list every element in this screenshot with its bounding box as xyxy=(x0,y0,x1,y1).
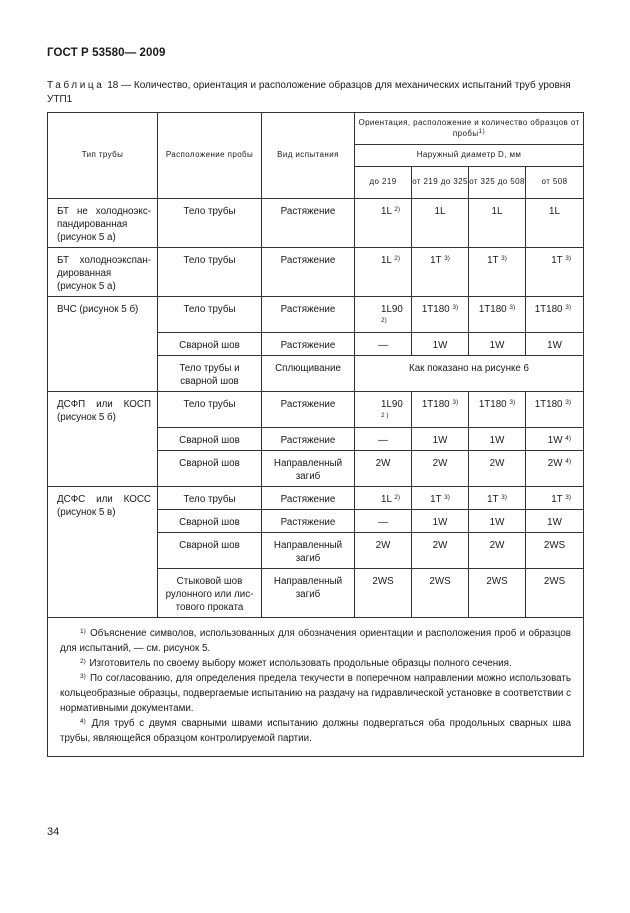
footnote xyxy=(60,671,571,716)
footnote-mark: 4) xyxy=(565,458,572,465)
sample-location-cell: Тело трубы xyxy=(158,248,262,297)
footnote-text: По согласованию, для определения предела текучести в поперечном направлении можно использовать кольцеобразные образцы, подвергаемые испытанию на раздачу на гидравлической установке в соответствии с нормативными документами. xyxy=(60,673,572,714)
col-header-range: от 219 до 325 xyxy=(412,167,469,199)
value-text: 2W xyxy=(489,458,505,469)
value-text: 2W xyxy=(547,458,563,469)
value-text: 1T xyxy=(551,494,563,505)
test-kind-cell: Направленный загиб xyxy=(262,533,355,569)
value-text: 1L xyxy=(381,255,392,266)
value-text: 1W xyxy=(547,435,563,446)
test-kind-cell: Растяжение xyxy=(262,510,355,533)
value-cell xyxy=(469,510,526,533)
pipe-type-cell: БТ холоднoэкспан-дированная (рисунок 5 а) xyxy=(48,248,158,297)
footnote-mark: 1) xyxy=(80,628,86,635)
footnote-text: Изготовитель по своему выбору может использовать продольные образцы полного сечения. xyxy=(89,658,512,669)
caption-text: 18 — Количество, ориентация и расположение образцов для механических испытаний труб уровня УТП1 xyxy=(47,80,571,105)
footnote-mark: 2) xyxy=(394,206,401,213)
value-cell xyxy=(526,569,584,618)
value-text: 2W xyxy=(432,540,448,551)
value-cell xyxy=(526,333,584,356)
value-cell xyxy=(469,392,526,428)
test-kind-cell: Растяжение xyxy=(262,392,355,428)
col-header-outer-diameter: Наружный диаметр D, мм xyxy=(355,145,584,167)
table-row xyxy=(48,248,584,297)
sample-location-cell: Тело трубы и сварной шов xyxy=(158,356,262,392)
value-cell xyxy=(526,487,584,510)
value-cell xyxy=(412,451,469,487)
pipe-type-cell: БТ не холоднoэкс-пандированная (рисунок 5 а) xyxy=(48,199,158,248)
footnote-mark: 3) xyxy=(501,255,507,262)
value-cell xyxy=(355,248,412,297)
table-row xyxy=(48,297,584,333)
value-cell xyxy=(526,428,584,451)
value-cell xyxy=(469,248,526,297)
value-text: 2WS xyxy=(543,576,566,587)
value-cell xyxy=(469,487,526,510)
value-cell xyxy=(355,297,412,333)
value-text: 2W xyxy=(489,540,505,551)
value-cell xyxy=(526,248,584,297)
sample-location-cell: Сварной шов xyxy=(158,533,262,569)
footnote-mark: 3) xyxy=(509,304,516,311)
test-kind-cell: Растяжение xyxy=(262,333,355,356)
footnote-mark: 3) xyxy=(565,304,572,311)
value-text: 1T xyxy=(551,255,563,266)
value-cell xyxy=(355,392,412,428)
sample-location-cell: Сварной шов xyxy=(158,333,262,356)
value-text: — xyxy=(378,435,388,446)
footnote xyxy=(60,626,571,656)
value-text: 1W xyxy=(547,517,562,528)
col-header-pipe-type: Тип трубы xyxy=(48,113,158,199)
test-kind-cell: Растяжение xyxy=(262,428,355,451)
value-text: 1L xyxy=(381,494,392,505)
sample-location-cell: Тело трубы xyxy=(158,199,262,248)
table-caption xyxy=(47,79,587,107)
value-text: 2W xyxy=(375,458,391,469)
value-cell xyxy=(355,451,412,487)
col-header-sample-location: Расположение пробы xyxy=(158,113,262,199)
sample-location-cell: Сварной шов xyxy=(158,510,262,533)
value-cell xyxy=(412,248,469,297)
value-text: 1W xyxy=(489,435,505,446)
footnote-mark: 4) xyxy=(80,718,86,725)
value-cell xyxy=(412,297,469,333)
col-header-test-kind: Вид испытания xyxy=(262,113,355,199)
value-text: — xyxy=(378,340,388,351)
col-header-range: до 219 xyxy=(355,167,412,199)
value-text: 1L xyxy=(549,206,560,217)
value-cell xyxy=(526,297,584,333)
footnote-mark: 3) xyxy=(565,399,572,406)
value-text: 1T180 xyxy=(421,304,450,315)
value-cell xyxy=(526,510,584,533)
footnote-mark: 2) xyxy=(394,255,401,262)
test-kind-cell: Растяжение xyxy=(262,248,355,297)
value-text: 1W xyxy=(432,340,448,351)
value-cell xyxy=(526,199,584,248)
value-text: 2W xyxy=(375,540,391,551)
pipe-type-cell: ВЧС (рисунок 5 б) xyxy=(48,297,158,392)
test-kind-cell: Направленный загиб xyxy=(262,451,355,487)
value-text: 1W xyxy=(432,435,448,446)
value-text: 1T180 xyxy=(421,399,450,410)
value-text: 1T xyxy=(487,494,499,505)
value-cell xyxy=(469,533,526,569)
col-header-orientation xyxy=(355,113,584,145)
table-row xyxy=(48,487,584,510)
value-text: 1T180 xyxy=(534,304,563,315)
value-text: 1W xyxy=(489,517,505,528)
footnote-mark: 3) xyxy=(452,304,459,311)
value-cell xyxy=(469,451,526,487)
test-kind-cell: Сплющивание xyxy=(262,356,355,392)
page-number: 34 xyxy=(47,826,60,838)
sample-location-cell: Тело трубы xyxy=(158,297,262,333)
value-text: 1T180 xyxy=(478,399,507,410)
value-cell xyxy=(469,569,526,618)
test-kind-cell: Растяжение xyxy=(262,199,355,248)
pipe-type-cell: ДСФС или КОСС (рисунок 5 в) xyxy=(48,487,158,618)
footnote-text: Объяснение символов, использованных для обозначения ориентации и расположения проб и образцов для испытаний, — см. рисунок 5. xyxy=(60,628,571,654)
caption-label: Таблица xyxy=(47,80,105,91)
footnote-mark: 3) xyxy=(452,399,459,406)
value-cell xyxy=(412,428,469,451)
document-header: ГОСТ Р 53580— 2009 xyxy=(47,47,166,59)
value-cell xyxy=(412,510,469,533)
footnote-mark: 2 ) xyxy=(381,412,389,419)
value-text: 1T xyxy=(430,494,442,505)
value-cell xyxy=(412,199,469,248)
value-cell xyxy=(355,510,412,533)
merged-value-cell: Как показано на рисунке 6 xyxy=(355,356,584,392)
value-text: 2WS xyxy=(486,576,508,587)
value-cell xyxy=(355,333,412,356)
value-cell xyxy=(526,533,584,569)
value-text: 2WS xyxy=(543,540,566,551)
value-cell xyxy=(526,392,584,428)
footnote-mark: 2) xyxy=(394,494,401,501)
footnote-mark: 2) xyxy=(80,658,86,665)
footnote-mark: 3) xyxy=(80,673,86,680)
value-text: 1W xyxy=(432,517,448,528)
value-text: 1L90 xyxy=(381,304,403,315)
footnote-text: Для труб с двумя сварными швами испытанию должны подвергаться оба продольных сварных шва трубы, являющейся образцом контролируемой партии. xyxy=(60,718,572,744)
footnote-mark: 2) xyxy=(381,317,387,324)
specimen-table xyxy=(47,112,584,757)
value-cell xyxy=(469,333,526,356)
value-text: — xyxy=(378,517,388,528)
footnote-mark: 3) xyxy=(444,494,450,501)
footnote xyxy=(60,656,571,671)
footnote-mark: 3) xyxy=(501,494,507,501)
value-text: 1T xyxy=(487,255,499,266)
value-text: 1W xyxy=(547,340,562,351)
value-cell xyxy=(412,487,469,510)
table-row xyxy=(48,392,584,428)
value-cell xyxy=(355,487,412,510)
footnote-mark: 4) xyxy=(565,435,572,442)
test-kind-cell: Растяжение xyxy=(262,487,355,510)
value-text: 1L xyxy=(491,206,503,217)
value-text: 1L xyxy=(381,206,392,217)
orientation-text: Ориентация, расположение и количество образцов от пробы xyxy=(358,118,580,138)
value-text: 1L90 xyxy=(381,399,403,410)
footnotes-block xyxy=(48,618,584,757)
test-kind-cell: Растяжение xyxy=(262,297,355,333)
col-header-range: от 325 до 508 xyxy=(469,167,526,199)
value-cell xyxy=(469,428,526,451)
footnote-mark: 3) xyxy=(565,255,572,262)
pipe-type-cell: ДСФП или КОСП (рисунок 5 б) xyxy=(48,392,158,487)
footnote-mark: 3) xyxy=(444,255,450,262)
value-text: 1T180 xyxy=(534,399,563,410)
value-cell xyxy=(412,533,469,569)
value-cell xyxy=(526,451,584,487)
table-row xyxy=(48,199,584,248)
footnote-mark: 3) xyxy=(565,494,572,501)
sample-location-cell: Стыковой шов рулонного или лис-тового проката xyxy=(158,569,262,618)
value-cell xyxy=(412,333,469,356)
value-cell xyxy=(469,297,526,333)
sample-location-cell: Сварной шов xyxy=(158,428,262,451)
col-header-range: от 508 xyxy=(526,167,584,199)
value-cell xyxy=(412,569,469,618)
value-text: 2WS xyxy=(429,576,451,587)
sample-location-cell: Тело трубы xyxy=(158,392,262,428)
value-text: 1L xyxy=(434,206,446,217)
value-text: 1T180 xyxy=(478,304,507,315)
footnote-mark: 3) xyxy=(509,399,516,406)
footnote xyxy=(60,716,571,746)
test-kind-cell: Направленный загиб xyxy=(262,569,355,618)
sample-location-cell: Сварной шов xyxy=(158,451,262,487)
value-cell xyxy=(469,199,526,248)
value-cell xyxy=(355,199,412,248)
value-text: 1T xyxy=(430,255,442,266)
value-text: 2WS xyxy=(372,576,394,587)
value-text: 2W xyxy=(432,458,448,469)
value-text: 1W xyxy=(489,340,505,351)
sample-location-cell: Тело трубы xyxy=(158,487,262,510)
value-cell xyxy=(355,533,412,569)
value-cell xyxy=(412,392,469,428)
value-cell xyxy=(355,569,412,618)
orientation-footnote-mark: 1) xyxy=(478,127,486,135)
value-cell xyxy=(355,428,412,451)
